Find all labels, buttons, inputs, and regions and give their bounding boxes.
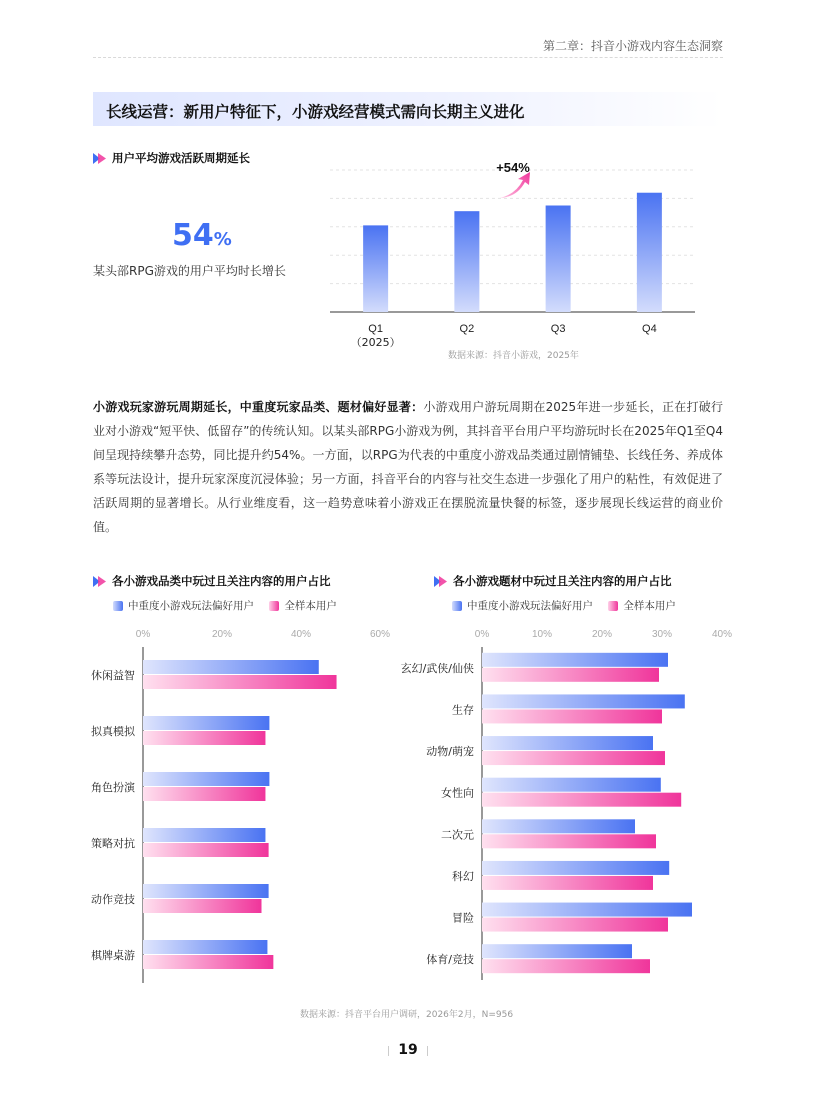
category-label: 玄幻/武侠/仙侠 [400,661,474,675]
category-label: 冒险 [452,911,474,925]
quarter-label: Q4 [642,323,657,335]
legend-swatch-pink [608,601,618,611]
bar-all-user [143,675,337,689]
quarterly-chart [320,150,700,360]
category-label: 体育/竞技 [426,953,474,967]
chevron-brand-icon [93,153,106,164]
legend-swatch-blue [452,601,462,611]
theme-legend [452,598,676,613]
bar-heavy-user [482,819,635,833]
body-paragraph [93,395,723,539]
bar-heavy-user [482,653,668,667]
bar-all-user [482,834,656,848]
category-label: 动作竞技 [91,893,135,906]
legend-label-all: 全样本用户 [623,600,676,612]
quarter-bar [546,206,571,313]
category-chart-title-row [93,573,331,589]
chevron-brand-icon [434,576,447,587]
category-label: 科幻 [452,869,474,883]
bar-all-user [482,668,659,682]
growth-arrow-icon [500,172,530,198]
activity-subtitle-row [93,150,250,166]
quarter-bar [454,211,479,312]
bar-heavy-user [482,944,632,958]
bar-heavy-user [143,660,319,674]
quarter-bar [637,193,662,312]
tick-label: 40% [290,629,312,640]
bar-heavy-user [482,736,653,750]
category-legend [113,598,337,613]
bar-heavy-user [143,716,269,730]
theme-chart-title: 各小游戏题材中玩过且关注内容的用户占比 [453,574,672,588]
section-title: 长线运营：新用户特征下，小游戏经营模式需向长期主义进化 [106,103,525,121]
stat-unit: % [213,229,232,250]
bar-all-user [482,918,668,932]
bar-all-user [482,876,653,890]
bar-heavy-user [482,861,669,875]
tick-label: 20% [591,629,613,640]
category-chart-title: 各小游戏品类中玩过且关注内容的用户占比 [112,574,331,588]
theme-chart [400,625,740,985]
activity-source: 数据来源：抖音小游戏，2025年 [448,351,579,361]
tick-label: 60% [369,629,391,640]
bar-all-user [143,787,265,801]
theme-chart-title-row [434,573,672,589]
quarter-sublabel: （2025） [350,336,401,349]
quarterly-labels [351,323,657,349]
activity-subtitle: 用户平均游戏活跃周期延长 [112,151,250,165]
bar-all-user [143,731,265,745]
bar-all-user [482,751,665,765]
tick-label: 40% [711,629,733,640]
page-bar-right [427,1046,428,1056]
category-label: 二次元 [441,828,474,842]
category-label: 策略对抗 [91,837,135,850]
bottom-source: 数据来源：抖音平台用户调研，2026年2月，N=956 [300,1010,514,1020]
paragraph-lead: 小游戏玩家游玩周期延长，中重度玩家品类、题材偏好显著： [93,400,424,414]
tick-label: 30% [651,629,673,640]
legend-swatch-pink [269,601,279,611]
bar-heavy-user [482,694,685,708]
quarter-label: Q2 [459,323,475,335]
category-label: 拟真模拟 [91,725,135,738]
bar-all-user [482,959,650,973]
legend-label-heavy: 中重度小游戏玩法偏好用户 [128,600,254,612]
stat-caption: 某头部RPG游戏的用户平均时长增长 [93,264,286,278]
category-label: 女性向 [441,786,474,800]
tick-label: 0% [474,629,490,640]
legend-label-all: 全样本用户 [284,600,337,612]
category-label: 动物/萌宠 [426,745,474,759]
legend-label-heavy: 中重度小游戏玩法偏好用户 [467,600,593,612]
category-label: 棋牌桌游 [91,949,135,962]
chevron-brand-icon [93,576,106,587]
legend-swatch-blue [113,601,123,611]
stat-value [172,218,232,253]
stat-number: 54 [172,218,214,253]
page-number: 19 [398,1042,418,1058]
tick-label: 0% [135,629,151,640]
header-divider [93,57,723,58]
tick-label: 20% [211,629,233,640]
paragraph-body: 小游戏用户游玩周期在2025年进一步延长，正在打破行业对小游戏“短平快、低留存”的传统认知。以某头部RPG小游戏为例，其抖音平台用户平均游玩时长在2025年Q1至Q4间呈现持续攀升态势，同比提升约54%。一方面，以RPG为代表的中重度小游戏品类通过剧情铺垫、长线任务、养成体系等玩法设计，提升玩家深度沉浸体验；另一方面，抖音平台的内容与社交生态进一步强化了用户的粘性，有效促进了活跃周期的显著增长。从行业维度看，这一趋势意味着小游戏正在摆脱流量快餐的标签，逐步展现长线运营的商业价值。 [93,400,724,534]
growth-label: +54% [496,160,530,175]
quarterly-bars [363,193,662,312]
bar-heavy-user [482,778,661,792]
bar-heavy-user [482,903,692,917]
quarter-label: Q1 [368,323,383,335]
bar-all-user [143,955,273,969]
category-label: 生存 [452,703,474,717]
bar-heavy-user [143,772,269,786]
bar-all-user [143,843,269,857]
bar-heavy-user [143,940,267,954]
bar-heavy-user [143,884,269,898]
bar-all-user [482,793,681,807]
category-label: 角色扮演 [91,781,135,794]
bar-heavy-user [143,828,265,842]
tick-label: 10% [531,629,553,640]
bar-all-user [482,709,662,723]
chapter-header: 第二章：抖音小游戏内容生态洞察 [542,39,723,53]
bar-all-user [143,899,262,913]
category-chart [80,625,410,985]
category-label: 休闲益智 [91,669,135,682]
quarter-label: Q3 [550,323,566,335]
quarter-bar [363,225,388,312]
